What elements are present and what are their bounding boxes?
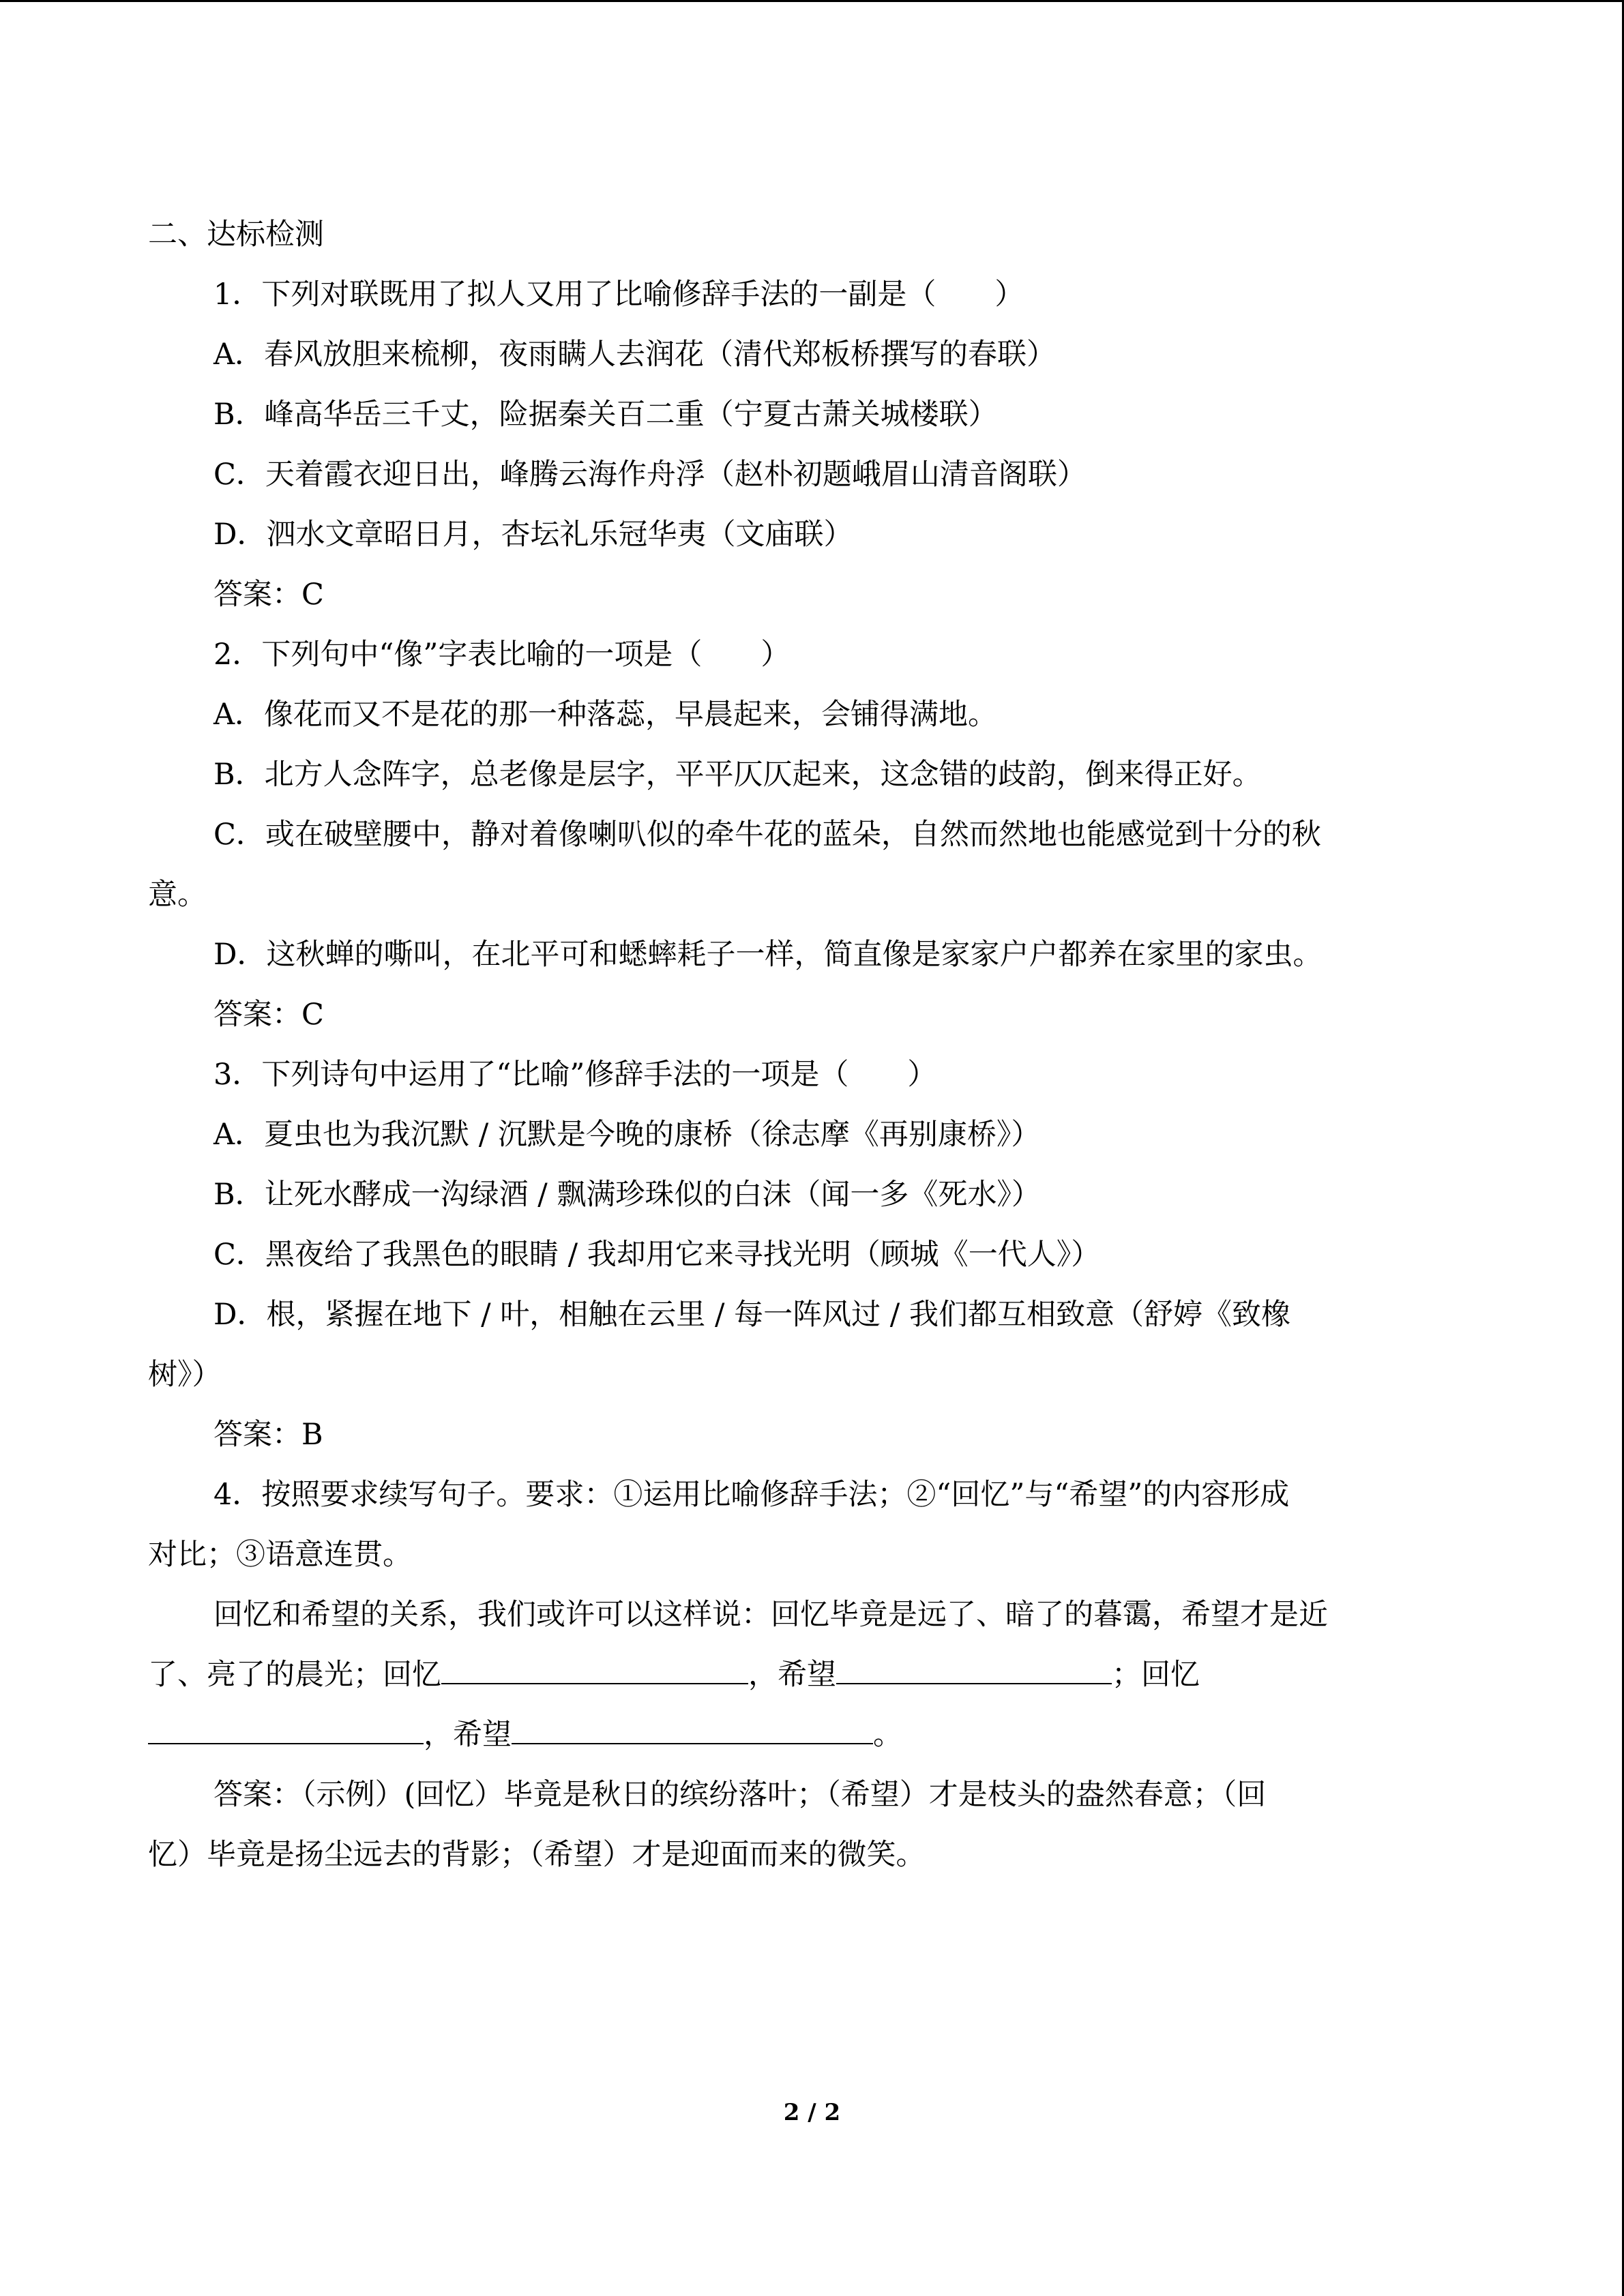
question-2-option-c-continued: 意。 [148,878,207,912]
question-1-option-d: D．泗水文章昭日月，杏坛礼乐冠华夷（文庙联） [213,518,853,552]
question-3-answer: 答案：B [213,1418,323,1452]
page-number: 2 / 2 [783,2099,841,2126]
question-1-option-b: B．峰高华岳三千丈，险据秦关百二重（宁夏古萧关城楼联） [213,398,998,432]
question-2-option-d: D．这秋蝉的嘶叫，在北平可和蟋蟀耗子一样，简直像是家家户户都养在家里的家虫。 [213,938,1323,972]
question-2-option-c: C．或在破壁腰中，静对着像喇叭似的牵牛花的蓝朵，自然而然地也能感觉到十分的秋 [213,818,1321,852]
question-4-answer-line-1: 答案：（示例）(回忆）毕竟是秋日的缤纷落叶；（希望）才是枝头的盎然春意；（回 [213,1778,1267,1812]
fill-blank-1[interactable] [441,1658,748,1684]
passage-text-e: 。 [873,1718,902,1752]
passage-text-a: 了、亮了的晨光；回忆 [148,1658,441,1692]
top-border [0,0,1624,2]
question-2-stem: 2．下列句中“像”字表比喻的一项是（ ） [213,638,791,672]
question-3-option-c: C．黑夜给了我黑色的眼睛 / 我却用它来寻找光明（顾城《一代人》） [213,1238,1101,1272]
question-4-stem-line-1: 4．按照要求续写句子。要求：①运用比喻修辞手法；②“回忆”与“希望”的内容形成 [213,1478,1290,1512]
fill-blank-3[interactable] [148,1718,424,1744]
question-2-option-b: B．北方人念阵字，总老像是层字，平平仄仄起来，这念错的歧韵，倒来得正好。 [213,758,1262,792]
question-3-option-b: B．让死水酵成一沟绿酒 / 飘满珍珠似的白沫（闻一多《死水》） [213,1178,1041,1212]
question-4-stem-line-2: 对比；③语意连贯。 [148,1538,412,1572]
question-1-stem: 1．下列对联既用了拟人又用了比喻修辞手法的一副是（ ） [213,278,1024,312]
section-title: 二、达标检测 [148,218,324,252]
question-4-answer-line-2: 忆）毕竟是扬尘远去的背影；（希望）才是迎面而来的微笑。 [148,1838,926,1872]
passage-text-b: ，希望 [748,1658,836,1692]
fill-blank-2[interactable] [836,1658,1112,1684]
question-4-passage-line-2 [148,1645,1478,1705]
question-1-answer: 答案：C [213,578,324,612]
question-2-option-a: A．像花而又不是花的那一种落蕊，早晨起来，会铺得满地。 [213,698,998,732]
question-3-stem: 3．下列诗句中运用了“比喻”修辞手法的一项是（ ） [213,1058,937,1092]
question-1-option-a: A．春风放胆来梳柳，夜雨瞒人去润花（清代郑板桥撰写的春联） [213,338,1057,372]
fill-blank-4[interactable] [512,1718,873,1744]
question-2-answer: 答案：C [213,998,324,1032]
question-4-passage-line-1: 回忆和希望的关系，我们或许可以这样说：回忆毕竟是远了、暗了的暮霭，希望才是近 [213,1598,1328,1632]
document-body [148,205,1478,1885]
question-3-option-d: D．根，紧握在地下 / 叶，相触在云里 / 每一阵风过 / 我们都互相致意（舒婷《致橡 [213,1298,1290,1332]
question-3-option-d-continued: 树》） [148,1358,222,1392]
passage-text-c: ；回忆 [1112,1658,1200,1692]
question-3-option-a: A．夏虫也为我沉默 / 沉默是今晚的康桥（徐志摩《再别康桥》） [213,1118,1041,1152]
passage-text-d: ，希望 [424,1718,512,1752]
question-1-option-c: C．天着霞衣迎日出，峰腾云海作舟浮（赵朴初题峨眉山清音阁联） [213,458,1087,492]
question-4-passage-line-3 [148,1705,1478,1765]
